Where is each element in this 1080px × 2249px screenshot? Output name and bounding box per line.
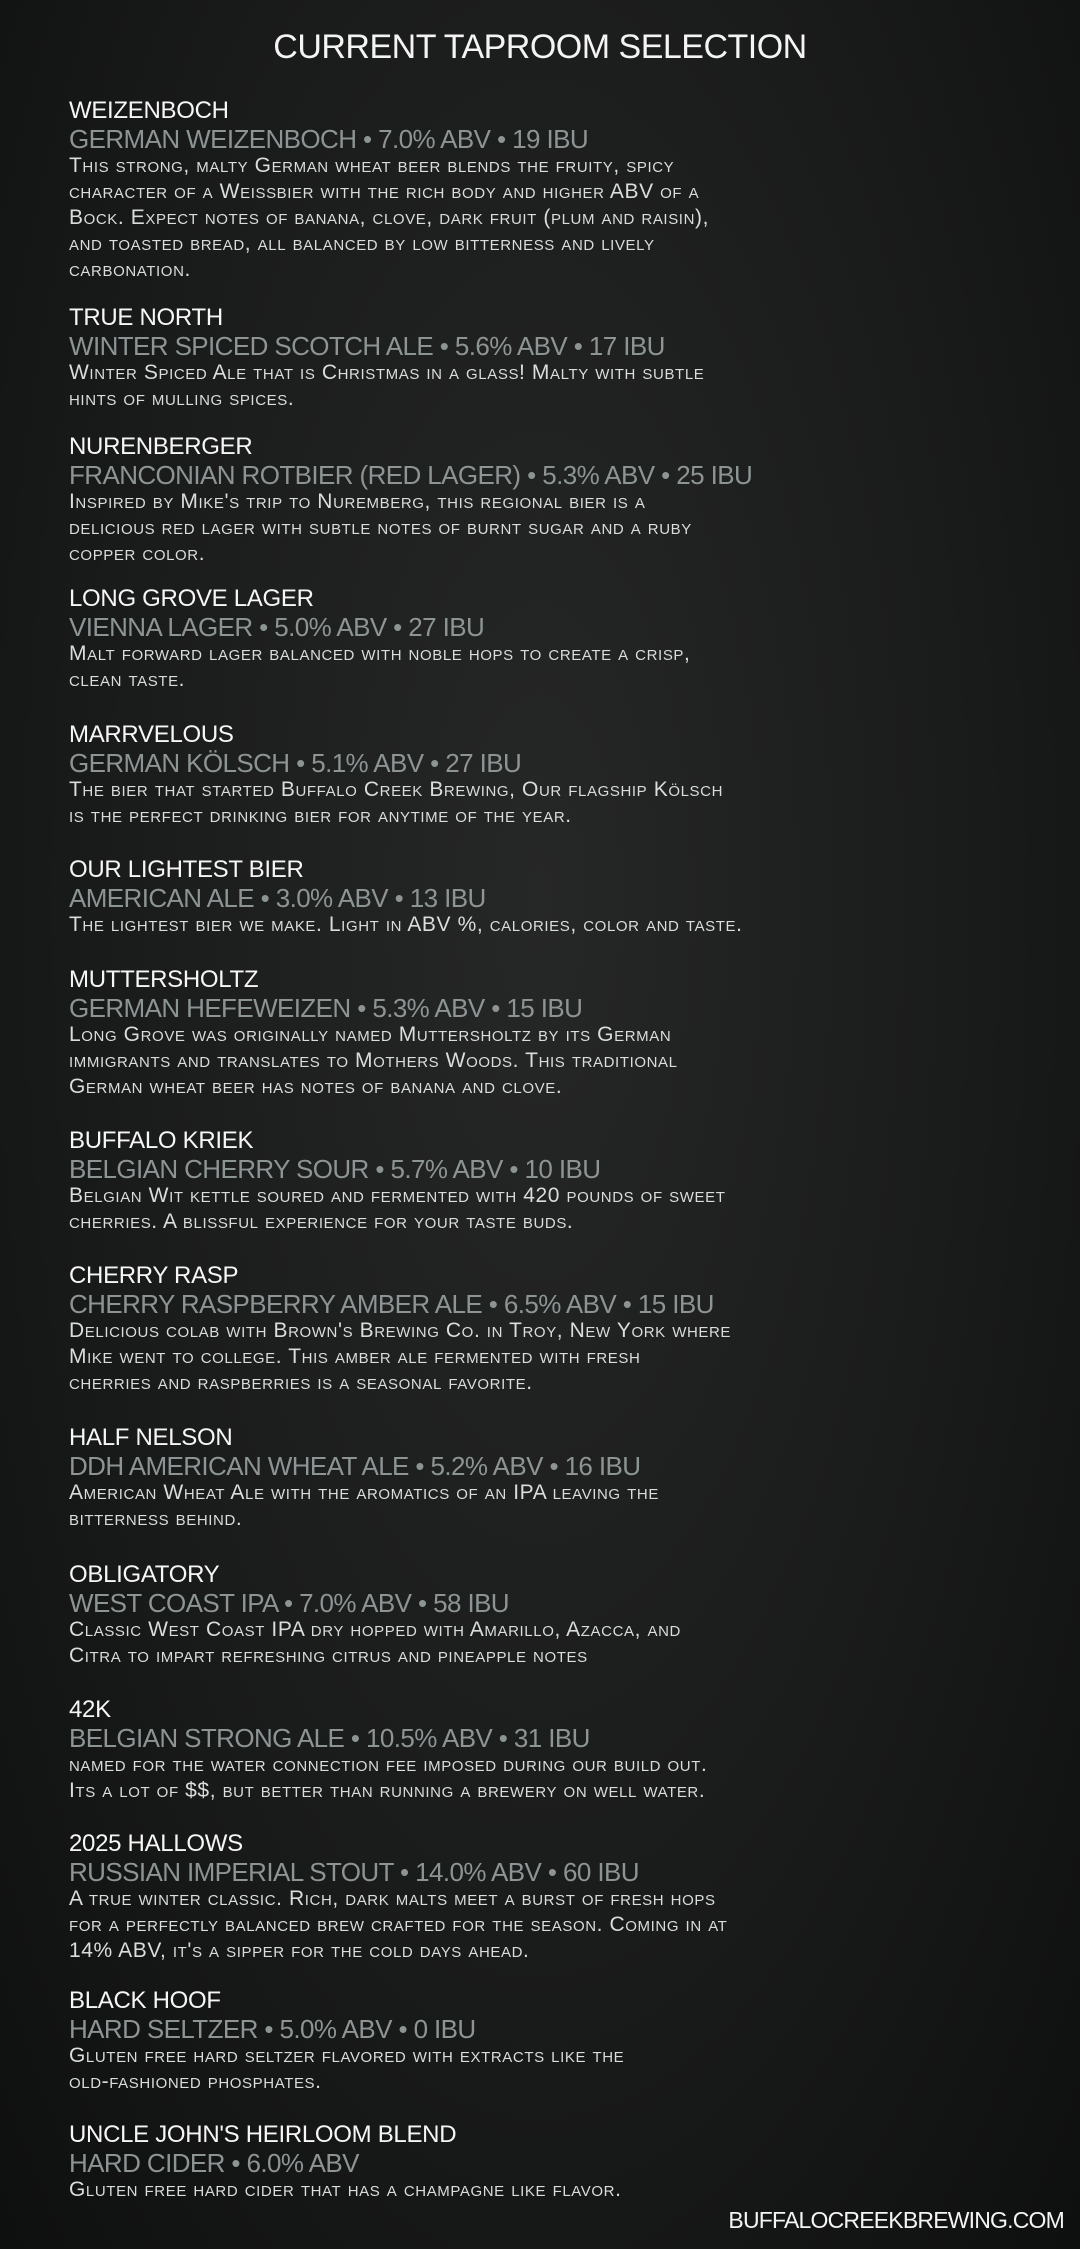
beer-description-line: 14% ABV, it's a sipper for the cold days ahead. — [69, 1939, 530, 1962]
beer-description-line: old-fashioned phosphates. — [69, 2070, 322, 2093]
beer-entry — [69, 97, 1059, 283]
page-title: CURRENT TAPROOM SELECTION — [273, 28, 807, 66]
beer-description-line: Long Grove was originally named Muttersholtz by its German — [69, 1023, 672, 1046]
beer-description-line: and toasted bread, all balanced by low bitterness and lively — [69, 232, 655, 255]
beer-name: CHERRY RASP — [69, 1262, 239, 1289]
beer-name: BUFFALO KRIEK — [69, 1127, 254, 1154]
beer-description-line: Gluten free hard cider that has a champagne like flavor. — [69, 2178, 622, 2201]
beer-style-abv-ibu: HARD SELTZER • 5.0% ABV • 0 IBU — [69, 2014, 476, 2044]
beer-style-abv-ibu: RUSSIAN IMPERIAL STOUT • 14.0% ABV • 60 IBU — [69, 1857, 639, 1887]
beer-entry — [69, 856, 1059, 938]
beer-description-line: character of a Weissbier with the rich body and higher ABV of a — [69, 180, 700, 203]
beer-name: NURENBERGER — [69, 433, 253, 460]
beer-name: MUTTERSHOLTZ — [69, 966, 259, 993]
beer-description-line: copper color. — [69, 542, 206, 565]
beer-description-line: delicious red lager with subtle notes of burnt sugar and a ruby — [69, 516, 692, 539]
beer-description-line: clean taste. — [69, 668, 186, 691]
beer-name: 42K — [69, 1696, 111, 1723]
beer-style-abv-ibu: WEST COAST IPA • 7.0% ABV • 58 IBU — [69, 1588, 509, 1618]
beer-description-line: The bier that started Buffalo Creek Brewing, Our flagship Kölsch — [69, 778, 723, 801]
beer-description-line: Gluten free hard seltzer flavored with extracts like the — [69, 2044, 625, 2067]
beer-style-abv-ibu: BELGIAN STRONG ALE • 10.5% ABV • 31 IBU — [69, 1723, 590, 1753]
beer-description-line: cherries. A blissful experience for your taste buds. — [69, 1210, 574, 1233]
beer-description-line: for a perfectly balanced brew crafted for the season. Coming in at — [69, 1913, 728, 1936]
beer-description-line: Belgian Wit kettle soured and fermented with 420 pounds of sweet — [69, 1184, 726, 1207]
beer-style-abv-ibu: AMERICAN ALE • 3.0% ABV • 13 IBU — [69, 883, 486, 913]
beer-description-line: Delicious colab with Brown's Brewing Co. in Troy, New York where — [69, 1319, 732, 1342]
beer-style-abv-ibu: CHERRY RASPBERRY AMBER ALE • 6.5% ABV • 15 IBU — [69, 1289, 714, 1319]
beer-name: BLACK HOOF — [69, 1987, 221, 2014]
beer-name: LONG GROVE LAGER — [69, 585, 314, 612]
beer-name: OUR LIGHTEST BIER — [69, 856, 304, 883]
beer-description-line: Malt forward lager balanced with noble hops to create a crisp, — [69, 642, 691, 665]
beer-description-line: Its a lot of $$, but better than running a brewery on well water. — [69, 1779, 706, 1802]
beer-style-abv-ibu: BELGIAN CHERRY SOUR • 5.7% ABV • 10 IBU — [69, 1154, 601, 1184]
beer-style-abv-ibu: GERMAN KÖLSCH • 5.1% ABV • 27 IBU — [69, 748, 522, 778]
beer-description-line: The lightest bier we make. Light in ABV %, calories, color and taste. — [69, 913, 743, 936]
beer-entry — [69, 966, 1059, 1100]
beer-style-abv-ibu: GERMAN WEIZENBOCH • 7.0% ABV • 19 IBU — [69, 124, 589, 154]
beer-style-abv-ibu: FRANCONIAN ROTBIER (RED LAGER) • 5.3% ABV • 25 IBU — [69, 460, 753, 490]
beer-style-abv-ibu: HARD CIDER • 6.0% ABV — [69, 2148, 359, 2178]
beer-entry — [69, 433, 1059, 567]
beer-description-line: Winter Spiced Ale that is Christmas in a glass! Malty with subtle — [69, 361, 705, 384]
beer-name: UNCLE JOHN'S HEIRLOOM BLEND — [69, 2121, 457, 2148]
beer-description-line: Classic West Coast IPA dry hopped with Amarillo, Azacca, and — [69, 1618, 681, 1641]
beer-description-line: cherries and raspberries is a seasonal favorite. — [69, 1371, 533, 1394]
beer-entry — [69, 304, 1059, 412]
beer-description-line: hints of mulling spices. — [69, 387, 295, 410]
beer-description-line: A true winter classic. Rich, dark malts meet a burst of fresh hops — [69, 1887, 716, 1910]
beer-description-line: Inspired by Mike's trip to Nuremberg, this regional bier is a — [69, 490, 646, 513]
beer-name: HALF NELSON — [69, 1424, 233, 1451]
beer-style-abv-ibu: WINTER SPICED SCOTCH ALE • 5.6% ABV • 17 IBU — [69, 331, 665, 361]
beer-style-abv-ibu: GERMAN HEFEWEIZEN • 5.3% ABV • 15 IBU — [69, 993, 583, 1023]
beer-description-line: German wheat beer has notes of banana and clove. — [69, 1075, 563, 1098]
beer-description-line: named for the water connection fee imposed during our build out. — [69, 1753, 708, 1776]
website-link[interactable]: BUFFALOCREEKBREWING.COM — [728, 2207, 1064, 2233]
beer-entry — [69, 1987, 1059, 2095]
beer-entry — [69, 1424, 1059, 1532]
beer-name: MARRVELOUS — [69, 721, 234, 748]
beer-entry — [69, 1696, 1059, 1804]
beer-description-line: American Wheat Ale with the aromatics of an IPA leaving the — [69, 1481, 659, 1504]
beer-description-line: carbonation. — [69, 258, 191, 281]
beer-description-line: is the perfect drinking bier for anytime of the year. — [69, 804, 572, 827]
beer-description-line: Bock. Expect notes of banana, clove, dark fruit (plum and raisin), — [69, 206, 710, 229]
beer-description-line: Mike went to college. This amber ale fermented with fresh — [69, 1345, 641, 1368]
beer-name: TRUE NORTH — [69, 304, 223, 331]
beer-entry — [69, 1830, 1059, 1964]
beer-style-abv-ibu: DDH AMERICAN WHEAT ALE • 5.2% ABV • 16 IBU — [69, 1451, 641, 1481]
beer-entry — [69, 1561, 1059, 1669]
beer-style-abv-ibu: VIENNA LAGER • 5.0% ABV • 27 IBU — [69, 612, 485, 642]
beer-description-line: This strong, malty German wheat beer blends the fruity, spicy — [69, 154, 675, 177]
beer-name: 2025 HALLOWS — [69, 1830, 243, 1857]
beer-entry — [69, 1127, 1059, 1235]
beer-entry — [69, 1262, 1059, 1396]
beer-entry — [69, 721, 1059, 829]
beer-entry — [69, 585, 1059, 693]
beer-description-line: Citra to impart refreshing citrus and pineapple notes — [69, 1644, 588, 1667]
beer-description-line: immigrants and translates to Mothers Woods. This traditional — [69, 1049, 678, 1072]
beer-name: OBLIGATORY — [69, 1561, 220, 1588]
beer-name: WEIZENBOCH — [69, 97, 229, 124]
beer-entry — [69, 2121, 1059, 2203]
beer-description-line: bitterness behind. — [69, 1507, 243, 1530]
